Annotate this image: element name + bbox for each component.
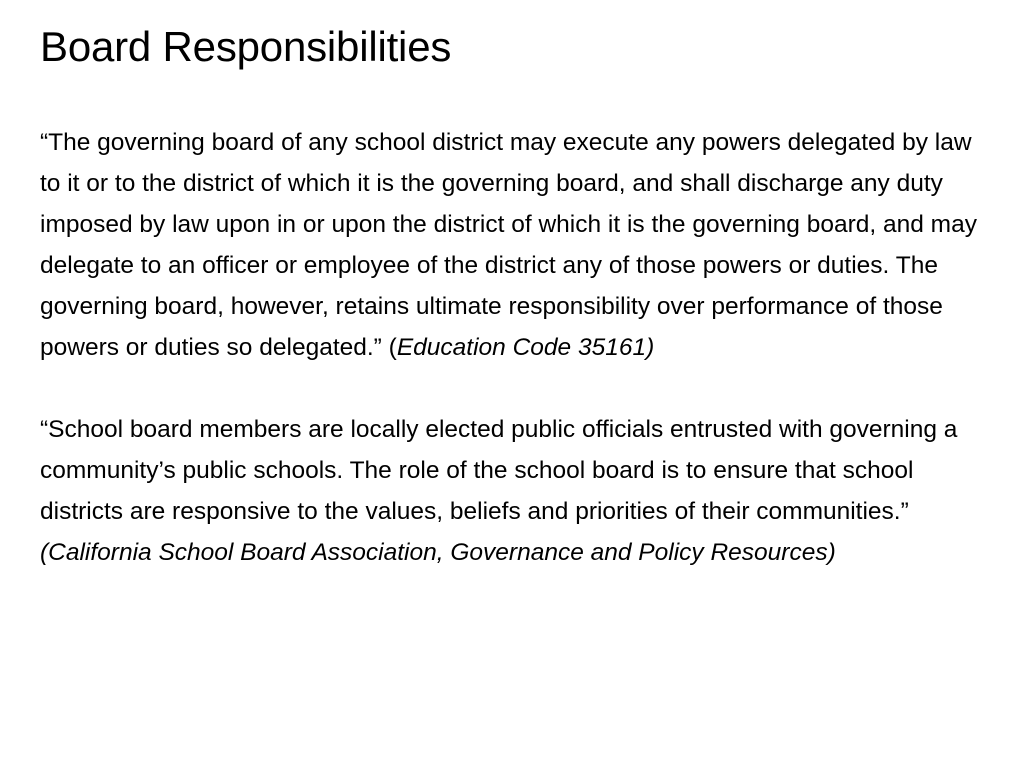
education-code-quote: “The governing board of any school district may execute any powers delegated by law to it or to the district of which it is the governing board, and shall discharge any duty imposed by law upon in or upon the district of which it is the governing board, and may delegate to an officer or employee of the district any of those powers or duties. The governing board, however, retains ultimate responsibility over performance of those powers or duties so delegated.” (	[40, 129, 977, 361]
slide-title: Board Responsibilities	[40, 23, 452, 70]
slide-body	[40, 122, 988, 573]
csba-quote: “School board members are locally elected public officials entrusted with governing a community’s public schools. The role of the school board is to ensure that school districts are responsive to the values, beliefs and priorities of their communities.”	[40, 416, 958, 525]
csba-citation: (California School Board Association, Governance and Policy Resources)	[40, 539, 836, 566]
education-code-citation: Education Code 35161)	[396, 334, 655, 361]
education-code-paragraph	[40, 122, 988, 368]
csba-paragraph	[40, 409, 988, 573]
